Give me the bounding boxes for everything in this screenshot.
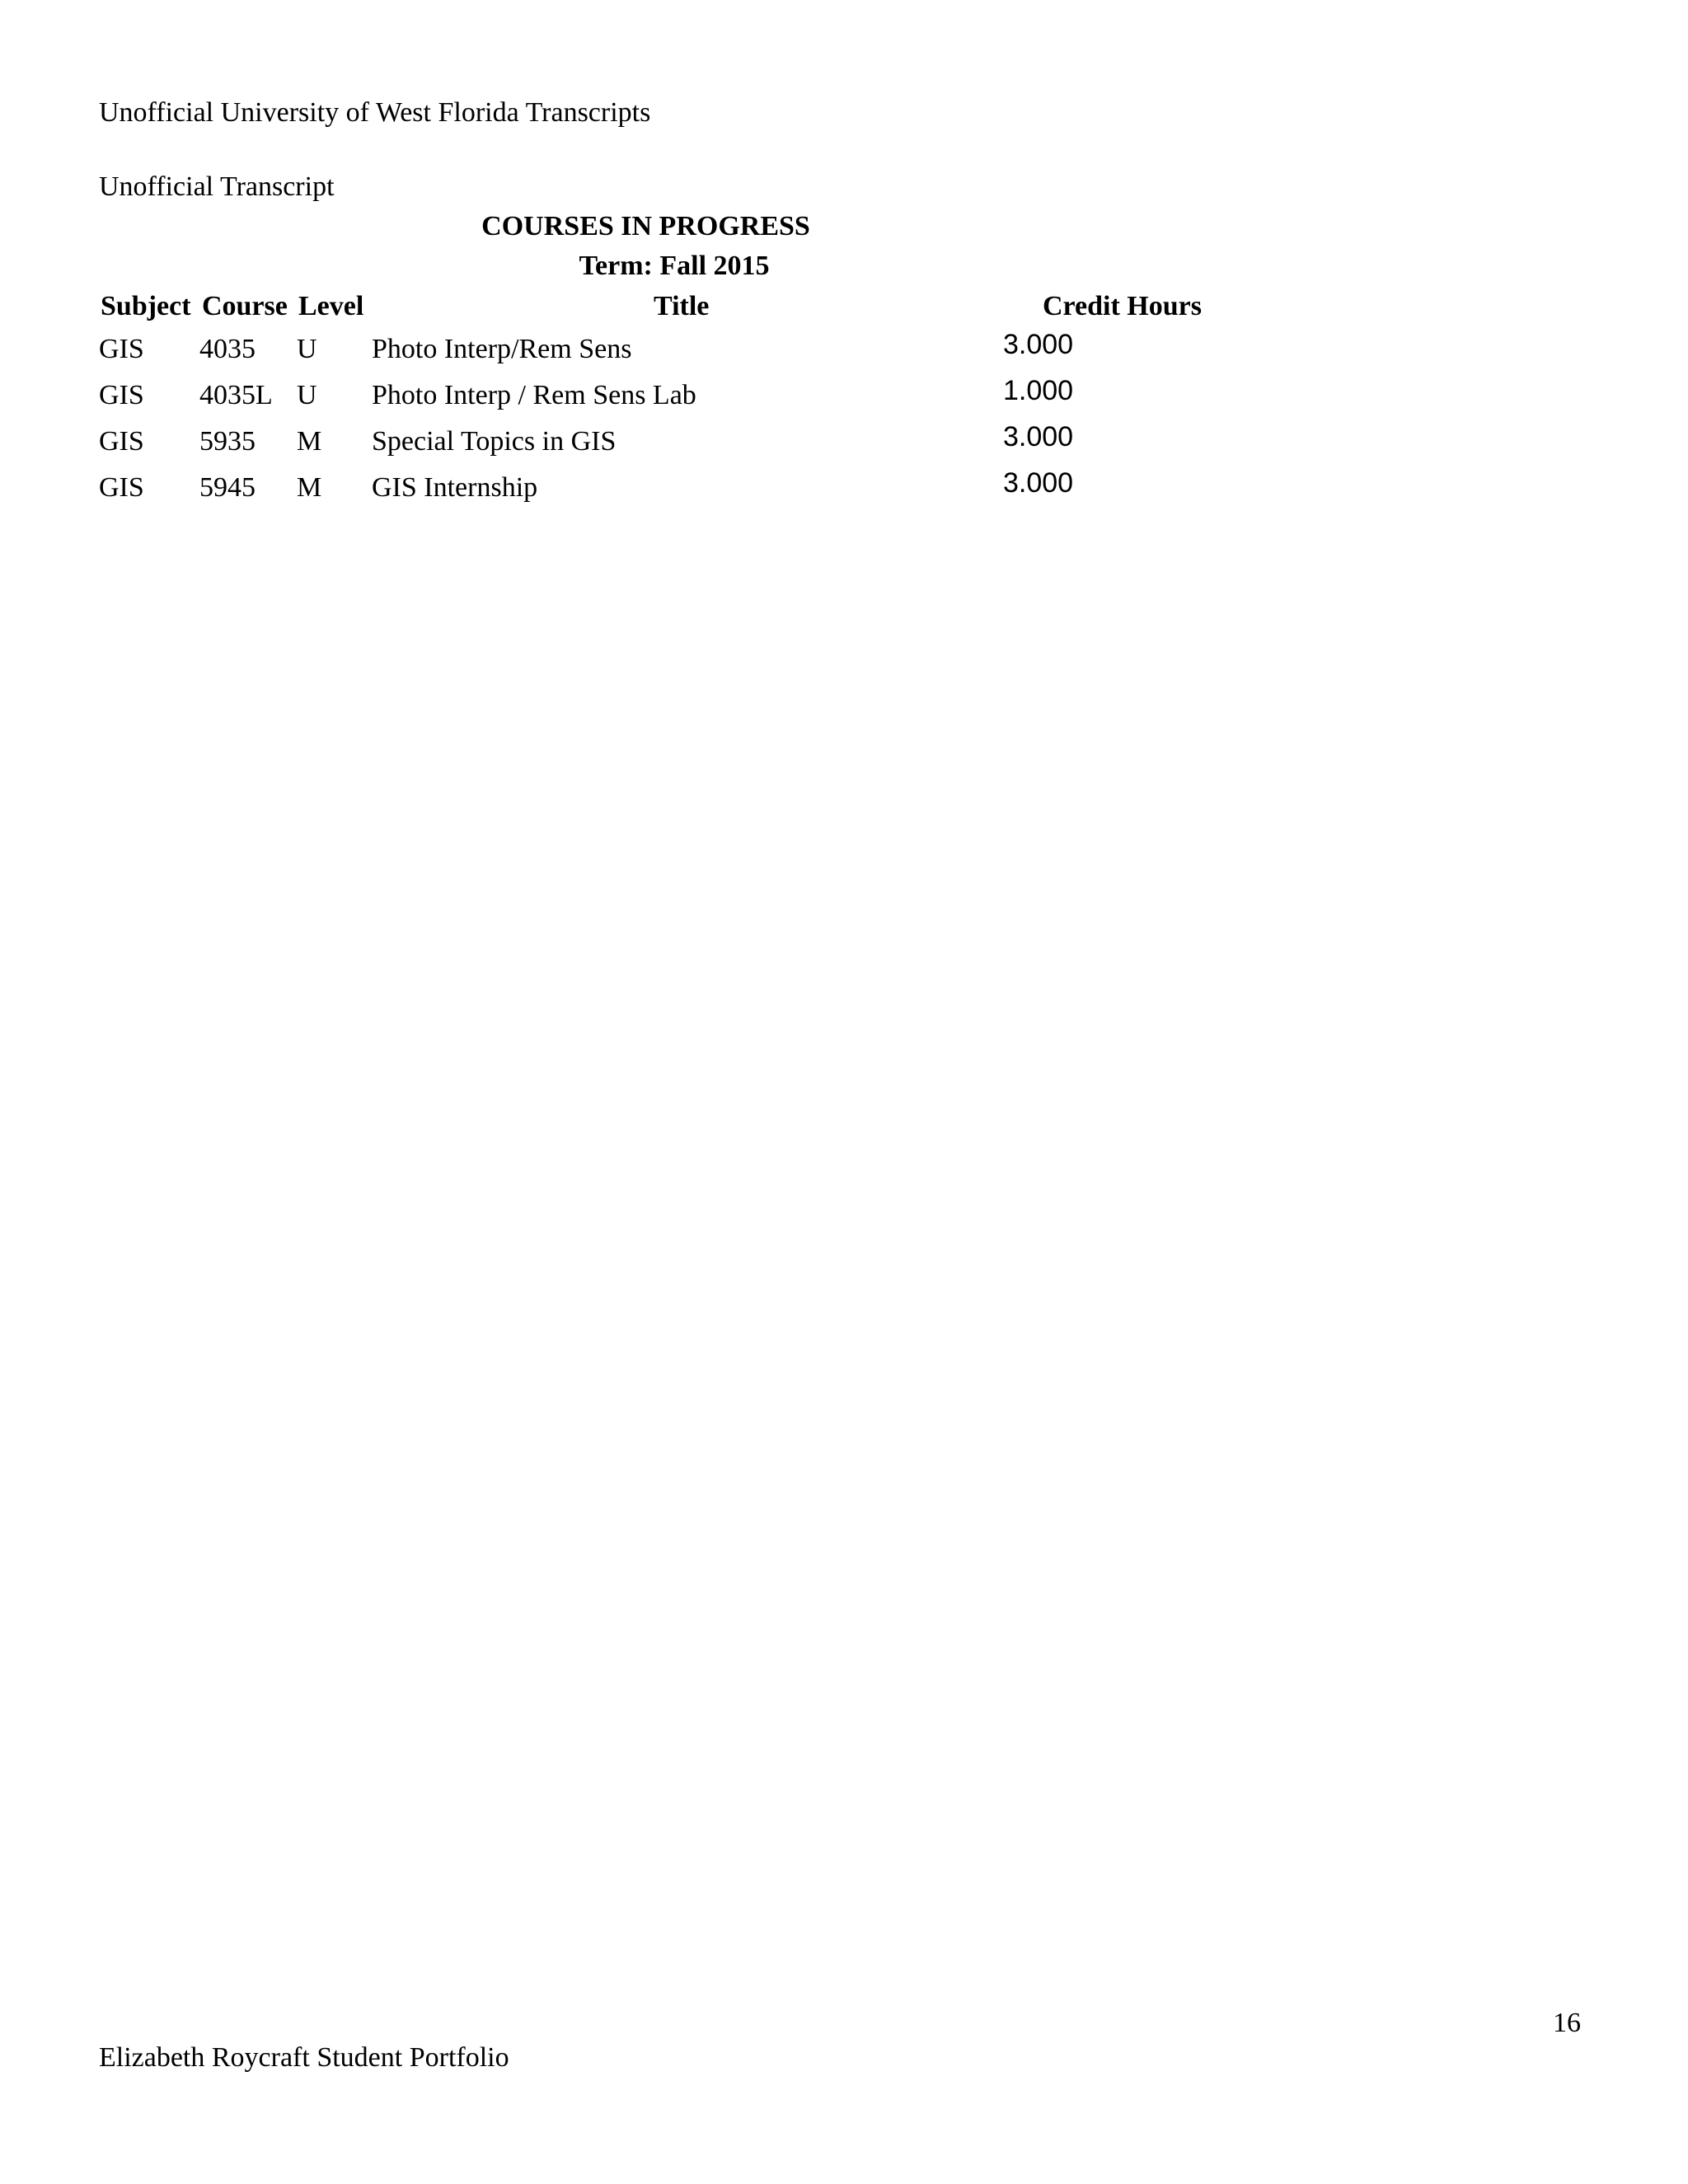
cell-course: 4035: [199, 334, 256, 364]
cell-title: Photo Interp/Rem Sens: [372, 334, 632, 364]
cell-credit-hours: 3.000: [1003, 467, 1074, 499]
cell-credit-hours: 3.000: [1003, 421, 1074, 452]
page-number: 16: [1553, 2008, 1581, 2038]
cell-subject: GIS: [99, 426, 144, 457]
column-header-subject: Subject: [101, 291, 191, 321]
column-header-level: Level: [298, 291, 364, 321]
table-row: [0, 375, 1688, 426]
cell-course: 4035L: [199, 380, 273, 410]
cell-credit-hours: 3.000: [1003, 329, 1074, 360]
cell-course: 5945: [199, 472, 256, 503]
section-title: COURSES IN PROGRESS: [481, 211, 810, 241]
cell-title: Photo Interp / Rem Sens Lab: [372, 380, 696, 410]
cell-credit-hours: 1.000: [1003, 375, 1074, 406]
table-row: [0, 421, 1688, 472]
cell-subject: GIS: [99, 472, 144, 503]
cell-level: M: [297, 426, 322, 457]
table-row: [0, 467, 1688, 518]
table-row: [0, 329, 1688, 380]
cell-level: M: [297, 472, 322, 503]
cell-title: GIS Internship: [372, 472, 538, 503]
document-header: Unofficial University of West Florida Transcripts: [99, 97, 651, 128]
column-header-credit-hours: Credit Hours: [1043, 291, 1202, 321]
document-footer: Elizabeth Roycraft Student Portfolio: [99, 2042, 509, 2073]
column-header-title: Title: [654, 291, 710, 321]
cell-course: 5935: [199, 426, 256, 457]
cell-level: U: [297, 334, 317, 364]
cell-subject: GIS: [99, 334, 144, 364]
term-title: Term: Fall 2015: [579, 251, 770, 281]
column-header-course: Course: [202, 291, 288, 321]
document-subheader: Unofficial Transcript: [99, 171, 335, 202]
cell-subject: GIS: [99, 380, 144, 410]
cell-title: Special Topics in GIS: [372, 426, 617, 457]
cell-level: U: [297, 380, 317, 410]
